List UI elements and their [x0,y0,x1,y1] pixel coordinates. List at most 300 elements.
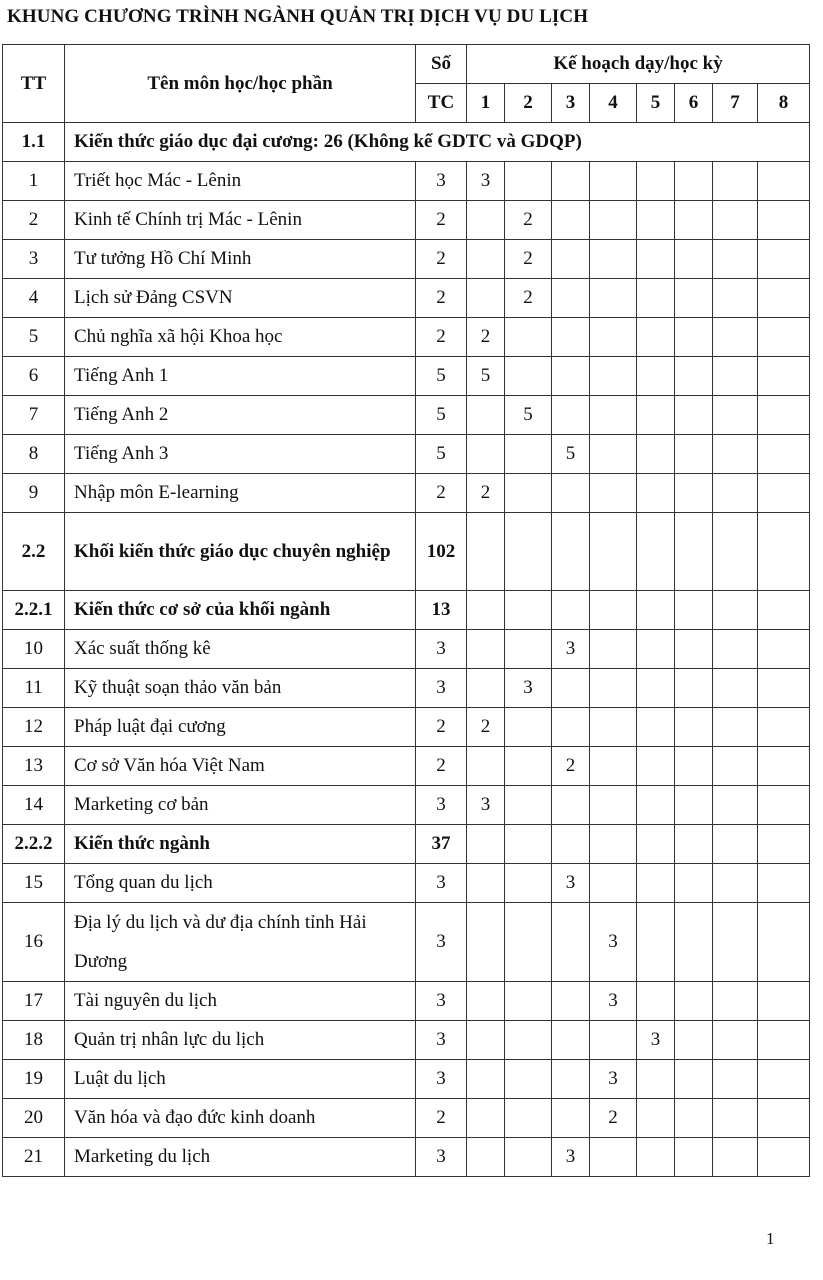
semester-cell [758,630,810,669]
table-row [3,435,810,474]
course-number: 3 [3,240,65,279]
semester-cell [758,903,810,982]
semester-cell [758,279,810,318]
course-credits: 2 [416,279,467,318]
course-number: 17 [3,982,65,1021]
course-number: 20 [3,1099,65,1138]
semester-cell [590,708,637,747]
semester-cell [713,240,758,279]
section-credits: 13 [416,591,467,630]
semester-cell [713,825,758,864]
semester-cell [552,786,590,825]
page-title: KHUNG CHƯƠNG TRÌNH NGÀNH QUẢN TRỊ DỊCH VỤ DU LỊCH [7,6,589,27]
semester-cell [590,864,637,903]
semester-cell [590,591,637,630]
semester-cell [758,162,810,201]
semester-cell [758,396,810,435]
semester-cell [675,982,713,1021]
section-label: Kiến thức giáo dục đại cương: 26 (Không kể GDTC và GDQP) [65,123,810,162]
semester-cell [758,240,810,279]
course-number: 1 [3,162,65,201]
semester-cell: 3 [467,162,505,201]
semester-cell [713,396,758,435]
semester-cell [590,396,637,435]
course-credits: 5 [416,435,467,474]
semester-cell [637,201,675,240]
semester-cell [505,474,552,513]
course-name: Tài nguyên du lịch [65,982,416,1021]
semester-cell [758,864,810,903]
semester-cell [675,1060,713,1099]
header-credits-bottom: TC [416,84,467,123]
semester-cell [552,825,590,864]
semester-cell: 3 [590,903,637,982]
semester-cell [713,1099,758,1138]
semester-cell [552,708,590,747]
semester-cell [713,708,758,747]
course-number: 21 [3,1138,65,1177]
course-name: Luật du lịch [65,1060,416,1099]
semester-cell [637,825,675,864]
section-tt: 2.2.2 [3,825,65,864]
table-row [3,474,810,513]
semester-cell [590,357,637,396]
semester-cell [637,1099,675,1138]
table-row [3,903,810,982]
table-row [3,162,810,201]
semester-cell [758,1060,810,1099]
semester-cell [467,513,505,591]
course-number: 4 [3,279,65,318]
course-credits: 3 [416,864,467,903]
semester-cell [590,474,637,513]
semester-cell [713,982,758,1021]
semester-cell [713,474,758,513]
semester-cell [675,357,713,396]
course-credits: 2 [416,318,467,357]
course-credits: 2 [416,708,467,747]
semester-cell [675,435,713,474]
semester-cell [637,318,675,357]
semester-cell [637,786,675,825]
semester-cell [713,1138,758,1177]
semester-cell [713,591,758,630]
semester-cell [637,1060,675,1099]
semester-cell: 3 [552,630,590,669]
semester-cell [713,357,758,396]
course-number: 18 [3,1021,65,1060]
semester-cell: 2 [552,747,590,786]
semester-cell [467,240,505,279]
semester-cell [713,747,758,786]
header-semester: 4 [590,84,637,123]
header-semester: 1 [467,84,505,123]
curriculum-table [2,44,810,1177]
semester-cell [758,1138,810,1177]
table-row [3,1021,810,1060]
semester-cell [590,162,637,201]
semester-cell [590,825,637,864]
semester-cell: 3 [467,786,505,825]
semester-cell: 2 [467,708,505,747]
semester-cell: 3 [637,1021,675,1060]
course-credits: 5 [416,357,467,396]
header-semester: 6 [675,84,713,123]
semester-cell [467,864,505,903]
course-credits: 2 [416,1099,467,1138]
header-name: Tên môn học/học phần [65,45,416,123]
semester-cell [637,669,675,708]
header-semester: 5 [637,84,675,123]
table-row [3,1138,810,1177]
semester-cell [505,747,552,786]
course-number: 8 [3,435,65,474]
semester-cell [637,864,675,903]
course-name: Địa lý du lịch và dư địa chính tỉnh Hải Dương [65,903,416,982]
semester-cell [675,669,713,708]
course-name: Quản trị nhân lực du lịch [65,1021,416,1060]
course-credits: 3 [416,669,467,708]
semester-cell [467,279,505,318]
course-name: Tiếng Anh 3 [65,435,416,474]
section-row [3,825,810,864]
semester-cell [590,435,637,474]
semester-cell [505,1138,552,1177]
semester-cell [505,1021,552,1060]
semester-cell [675,396,713,435]
semester-cell [552,474,590,513]
semester-cell [675,162,713,201]
semester-cell: 3 [505,669,552,708]
course-name: Tư tưởng Hồ Chí Minh [65,240,416,279]
semester-cell [552,591,590,630]
semester-cell [758,435,810,474]
table-row [3,708,810,747]
semester-cell [467,1099,505,1138]
semester-cell: 3 [590,1060,637,1099]
semester-cell [758,318,810,357]
semester-cell [637,357,675,396]
course-name: Xác suất thống kê [65,630,416,669]
semester-cell [675,201,713,240]
semester-cell [637,630,675,669]
semester-cell [675,1021,713,1060]
semester-cell [552,318,590,357]
section-tt: 1.1 [3,123,65,162]
semester-cell [675,513,713,591]
semester-cell [713,630,758,669]
course-name: Cơ sở Văn hóa Việt Nam [65,747,416,786]
section-tt: 2.2.1 [3,591,65,630]
semester-cell [675,279,713,318]
table-row [3,396,810,435]
semester-cell [758,825,810,864]
semester-cell [505,435,552,474]
semester-cell [552,903,590,982]
semester-cell [637,591,675,630]
semester-cell [758,1099,810,1138]
semester-cell [552,1099,590,1138]
semester-cell [505,357,552,396]
semester-cell [675,591,713,630]
semester-cell [467,903,505,982]
section-label: Kiến thức cơ sở của khối ngành [65,591,416,630]
semester-cell: 3 [552,1138,590,1177]
section-row [3,513,810,591]
semester-cell [637,240,675,279]
semester-cell [758,513,810,591]
section-label: Khối kiến thức giáo dục chuyên nghiệp [65,513,416,591]
course-credits: 2 [416,747,467,786]
semester-cell [467,630,505,669]
semester-cell [552,513,590,591]
course-name: Tổng quan du lịch [65,864,416,903]
semester-cell: 2 [467,474,505,513]
semester-cell [675,318,713,357]
course-number: 6 [3,357,65,396]
semester-cell [467,669,505,708]
semester-cell [637,747,675,786]
course-name: Văn hóa và đạo đức kinh doanh [65,1099,416,1138]
course-number: 13 [3,747,65,786]
page-number: 1 [766,1229,775,1248]
course-number: 19 [3,1060,65,1099]
semester-cell [758,786,810,825]
semester-cell [505,825,552,864]
semester-cell [758,708,810,747]
table-row [3,747,810,786]
course-name: Kinh tế Chính trị Mác - Lênin [65,201,416,240]
header-tt: TT [3,45,65,123]
table-row [3,786,810,825]
course-name: Kỹ thuật soạn thảo văn bản [65,669,416,708]
semester-cell [505,903,552,982]
semester-cell [590,630,637,669]
table-row [3,240,810,279]
semester-cell [552,279,590,318]
semester-cell [758,747,810,786]
course-number: 2 [3,201,65,240]
table-row [3,357,810,396]
course-number: 10 [3,630,65,669]
semester-cell: 5 [467,357,505,396]
semester-cell [637,982,675,1021]
semester-cell [590,747,637,786]
semester-cell: 2 [505,201,552,240]
semester-cell [590,1021,637,1060]
semester-cell [713,318,758,357]
semester-cell [467,825,505,864]
semester-cell [637,1138,675,1177]
semester-cell [505,982,552,1021]
course-name: Marketing cơ bản [65,786,416,825]
semester-cell [505,318,552,357]
course-credits: 5 [416,396,467,435]
section-tt: 2.2 [3,513,65,591]
semester-cell [637,708,675,747]
semester-cell [590,318,637,357]
course-name: Tiếng Anh 1 [65,357,416,396]
course-number: 15 [3,864,65,903]
table-row [3,982,810,1021]
table-row [3,864,810,903]
course-credits: 3 [416,982,467,1021]
semester-cell [590,1138,637,1177]
table-row [3,201,810,240]
table-row [3,318,810,357]
course-number: 11 [3,669,65,708]
semester-cell [505,786,552,825]
semester-cell [505,708,552,747]
semester-cell [637,279,675,318]
course-credits: 3 [416,162,467,201]
semester-cell [590,240,637,279]
semester-cell [675,474,713,513]
semester-cell [467,591,505,630]
semester-cell [713,1060,758,1099]
semester-cell [758,982,810,1021]
section-row [3,591,810,630]
semester-cell [713,513,758,591]
semester-cell [552,1060,590,1099]
semester-cell [552,201,590,240]
course-credits: 2 [416,474,467,513]
semester-cell [505,162,552,201]
semester-cell [713,786,758,825]
course-number: 12 [3,708,65,747]
semester-cell [505,1060,552,1099]
semester-cell [675,786,713,825]
semester-cell [675,903,713,982]
semester-cell [552,982,590,1021]
course-credits: 2 [416,240,467,279]
course-credits: 3 [416,1060,467,1099]
header-semester: 2 [505,84,552,123]
semester-cell [505,591,552,630]
semester-cell [675,630,713,669]
semester-cell [758,357,810,396]
table-row [3,669,810,708]
course-credits: 3 [416,786,467,825]
semester-cell [637,513,675,591]
semester-cell: 5 [552,435,590,474]
course-number: 7 [3,396,65,435]
table-row [3,279,810,318]
table-row [3,630,810,669]
semester-cell [675,747,713,786]
semester-cell [637,162,675,201]
semester-cell: 3 [590,982,637,1021]
course-credits: 3 [416,903,467,982]
course-name: Marketing du lịch [65,1138,416,1177]
semester-cell [713,435,758,474]
semester-cell [467,1138,505,1177]
semester-cell [675,864,713,903]
semester-cell [552,1021,590,1060]
semester-cell: 2 [467,318,505,357]
semester-cell [467,747,505,786]
semester-cell [758,474,810,513]
header-semester: 8 [758,84,810,123]
course-number: 9 [3,474,65,513]
course-name: Tiếng Anh 2 [65,396,416,435]
semester-cell [713,903,758,982]
semester-cell [590,201,637,240]
semester-cell [552,396,590,435]
course-number: 5 [3,318,65,357]
semester-cell [675,1138,713,1177]
header-semester: 7 [713,84,758,123]
course-name: Triết học Mác - Lênin [65,162,416,201]
header-plan: Kế hoạch dạy/học kỳ [467,45,810,84]
semester-cell [467,1060,505,1099]
semester-cell [758,591,810,630]
semester-cell [675,708,713,747]
course-name: Pháp luật đại cương [65,708,416,747]
semester-cell [590,786,637,825]
semester-cell [552,669,590,708]
semester-cell [675,825,713,864]
semester-cell: 2 [590,1099,637,1138]
semester-cell [467,1021,505,1060]
semester-cell [552,357,590,396]
header-credits-top: Số [416,45,467,84]
course-credits: 3 [416,1021,467,1060]
semester-cell: 3 [552,864,590,903]
semester-cell [467,435,505,474]
semester-cell [505,630,552,669]
semester-cell [713,279,758,318]
semester-cell [590,513,637,591]
semester-cell [467,982,505,1021]
semester-cell [713,1021,758,1060]
table-row [3,1060,810,1099]
semester-cell: 5 [505,396,552,435]
semester-cell [675,240,713,279]
section-credits: 37 [416,825,467,864]
course-credits: 2 [416,201,467,240]
semester-cell [467,396,505,435]
course-name: Chủ nghĩa xã hội Khoa học [65,318,416,357]
course-number: 14 [3,786,65,825]
semester-cell [590,669,637,708]
course-credits: 3 [416,630,467,669]
semester-cell: 2 [505,279,552,318]
semester-cell: 2 [505,240,552,279]
semester-cell [713,864,758,903]
semester-cell [637,474,675,513]
semester-cell [713,162,758,201]
course-credits: 3 [416,1138,467,1177]
course-number: 16 [3,903,65,982]
semester-cell [758,669,810,708]
semester-cell [713,669,758,708]
semester-cell [637,903,675,982]
semester-cell [713,201,758,240]
semester-cell [552,162,590,201]
semester-cell [758,1021,810,1060]
semester-cell [758,201,810,240]
semester-cell [637,435,675,474]
semester-cell [505,513,552,591]
course-name: Lịch sử Đảng CSVN [65,279,416,318]
semester-cell [505,1099,552,1138]
semester-cell [675,1099,713,1138]
course-name: Nhập môn E-learning [65,474,416,513]
section-credits: 102 [416,513,467,591]
semester-cell [637,396,675,435]
semester-cell [590,279,637,318]
